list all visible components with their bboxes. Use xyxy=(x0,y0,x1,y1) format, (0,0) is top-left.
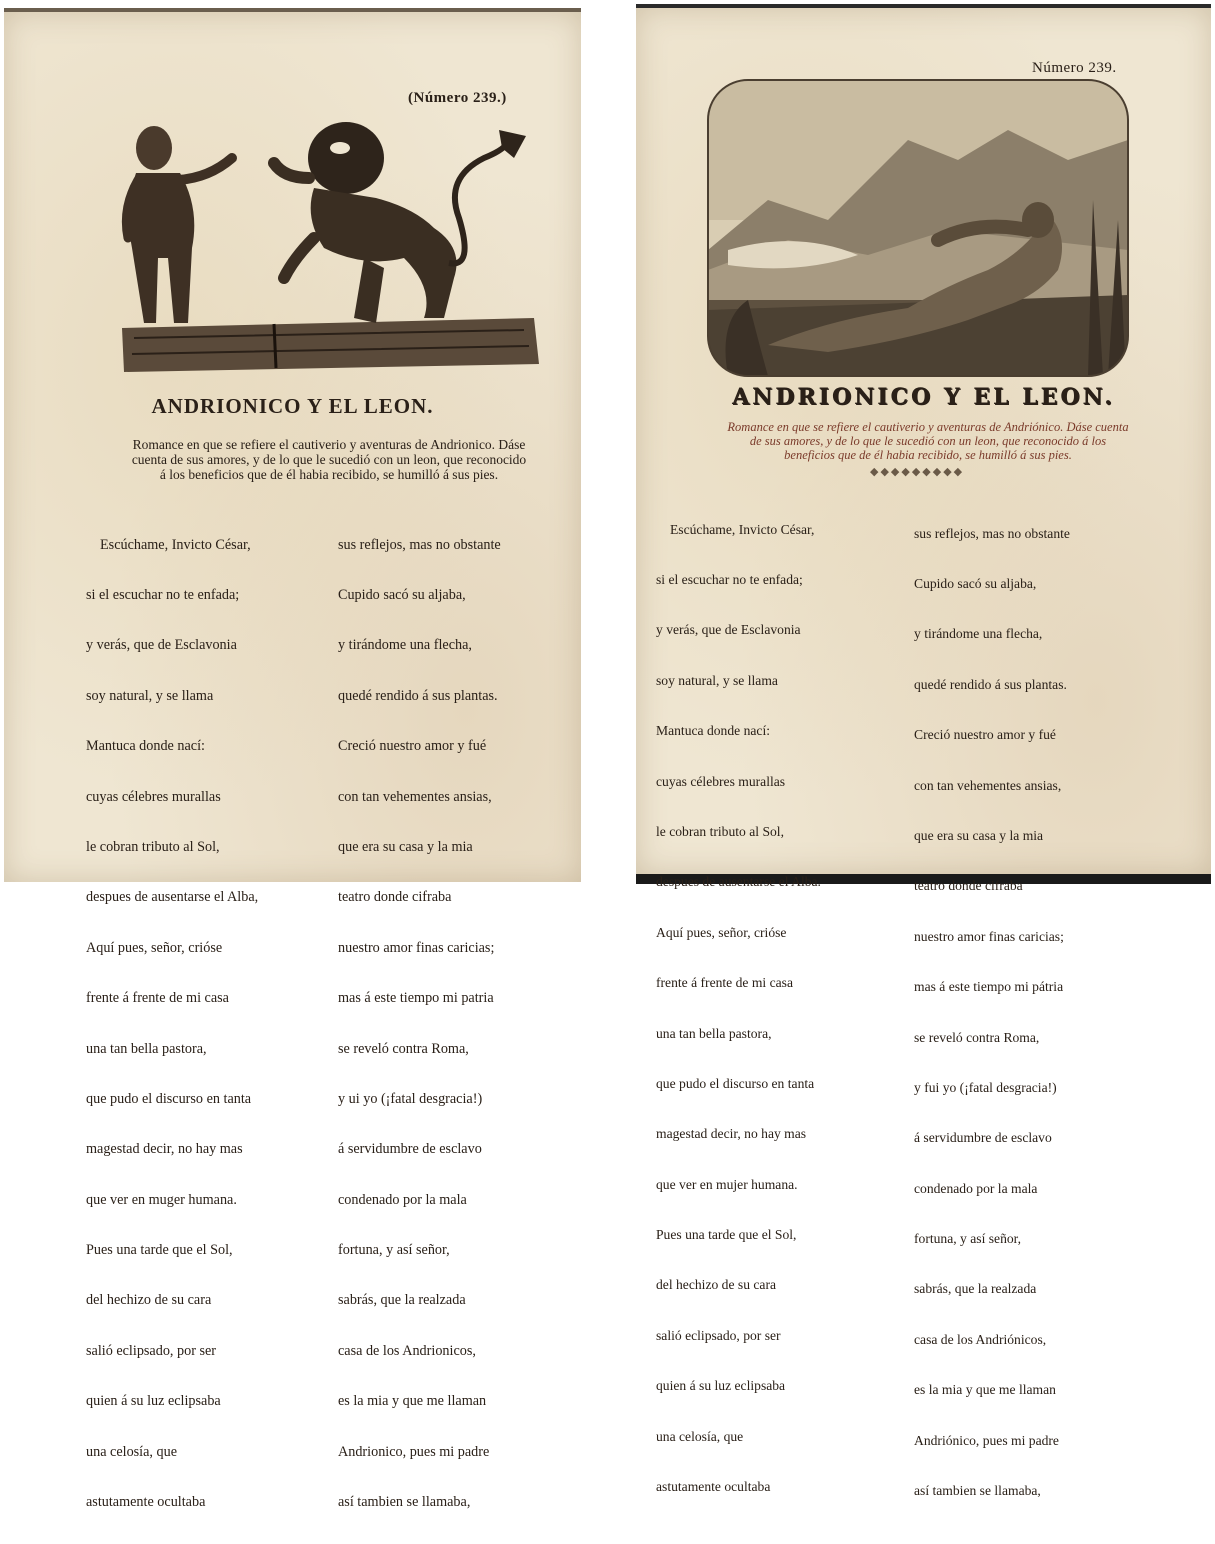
subtitle-line: á los beneficios que de él habia recibido, se humilló á sus pies. xyxy=(159,467,499,482)
woman-and-lion-woodcut xyxy=(114,118,544,376)
verse-column-1 xyxy=(86,503,258,1544)
verse-line: magestad decir, no hay mas xyxy=(656,1126,807,1142)
verse-line: Aquí pues, señor, crióse xyxy=(86,939,223,956)
verse-line: que pudo el discurso en tanta xyxy=(656,1075,815,1091)
verse-line: salió eclipsado, por ser xyxy=(656,1327,781,1343)
verse-line: y tirándome una flecha, xyxy=(338,637,472,654)
verse-line: y ui yo (¡fatal desgracia!) xyxy=(338,1090,483,1107)
ballad-title: ANDRIONICO Y EL LEON. xyxy=(151,394,434,418)
verse-line: una tan bella pastora, xyxy=(86,1040,207,1057)
left-page xyxy=(4,8,581,1511)
verse-line: Cupido sacó su aljaba, xyxy=(914,575,1037,591)
verse-line: con tan vehementes ansias, xyxy=(338,788,492,805)
subtitle-line: beneficios que de él habia recibido, se humilló á sus pies. xyxy=(784,448,1072,462)
verse-line: con tan vehementes ansias, xyxy=(914,777,1062,793)
verse-line: sabrás, que la realzada xyxy=(914,1281,1037,1297)
verse-line: del hechizo de su cara xyxy=(86,1292,212,1309)
verse-line: quedé rendido á sus plantas. xyxy=(338,687,498,704)
verse-line: nuestro amor finas caricias; xyxy=(338,939,495,956)
verse-line: astutamente ocultaba xyxy=(656,1479,771,1495)
ballad-subtitle xyxy=(74,437,584,482)
verse-column-1 xyxy=(656,488,821,1529)
verse-line: Creció nuestro amor y fué xyxy=(914,727,1056,743)
verse-line: frente á frente de mi casa xyxy=(656,975,793,991)
verse-line: que pudo el discurso en tanta xyxy=(86,1090,252,1107)
verse-line: Escúchame, Invicto César, xyxy=(670,521,815,537)
verse-line: y verás, que de Esclavonia xyxy=(86,637,237,654)
verse-line: Pues una tarde que el Sol, xyxy=(656,1227,797,1243)
verse-line: es la mia y que me llaman xyxy=(338,1393,487,1410)
verse-line: teatro donde cifraba xyxy=(338,889,452,906)
verse-line: se reveló contra Roma, xyxy=(914,1029,1040,1045)
ballad-title: ANDRIONICO Y EL LEON. xyxy=(732,384,1115,410)
verse-line: despues de ausentarse el Alba. xyxy=(656,874,821,890)
ballad-subtitle xyxy=(658,420,1198,462)
verse-line: Escúchame, Invicto César, xyxy=(100,536,251,553)
verse-line: nuestro amor finas caricias; xyxy=(914,928,1064,944)
verse-line: condenado por la mala xyxy=(338,1191,467,1208)
verse-line: sus reflejos, mas no obstante xyxy=(338,536,501,553)
verse-line: cuyas célebres murallas xyxy=(656,773,786,789)
subtitle-line: Romance en que se refiere el cautiverio y aventuras de Andrionico. Dáse xyxy=(132,437,526,452)
verse-line: Pues una tarde que el Sol, xyxy=(86,1242,233,1259)
verse-line: á servidumbre de esclavo xyxy=(914,1130,1052,1146)
verse-line: y verás, que de Esclavonia xyxy=(656,622,801,638)
verse-line: una tan bella pastora, xyxy=(656,1025,772,1041)
verse-line: que ver en mujer humana. xyxy=(656,1176,798,1192)
verse-line: así tambien se llamaba, xyxy=(338,1494,471,1511)
verse-line: que ver en muger humana. xyxy=(86,1191,237,1208)
page-number: Número 239. xyxy=(1032,60,1117,76)
verse-line: le cobran tributo al Sol, xyxy=(656,823,784,839)
resting-man-landscape-engraving xyxy=(708,80,1128,376)
verse-line: Aquí pues, señor, crióse xyxy=(656,924,787,940)
verse-line: que era su casa y la mia xyxy=(338,838,473,855)
verse-line: quien á su luz eclipsaba xyxy=(656,1378,786,1394)
verse-line: astutamente ocultaba xyxy=(86,1494,206,1511)
verse-line: salió eclipsado, por ser xyxy=(86,1342,217,1359)
subtitle-line: Romance en que se refiere el cautiverio y aventuras de Andriónico. Dáse cuenta xyxy=(727,420,1129,434)
verse-line: y fui yo (¡fatal desgracia!) xyxy=(914,1079,1057,1095)
verse-line: así tambien se llamaba, xyxy=(914,1483,1041,1499)
subtitle-line: de sus amores, y de lo que le sucedió con un leon, que reconocido á los xyxy=(749,434,1107,448)
verse-line: Creció nuestro amor y fué xyxy=(338,738,487,755)
verse-line: casa de los Andriónicos, xyxy=(914,1331,1047,1347)
subtitle-line: cuenta de sus amores, y de lo que le sucedió con un leon, que reconocido xyxy=(131,452,527,467)
verse-line: se reveló contra Roma, xyxy=(338,1040,469,1057)
verse-line: mas á este tiempo mi pátria xyxy=(914,979,1064,995)
verse-line: mas á este tiempo mi patria xyxy=(338,990,494,1007)
verse-line: una celosía, que xyxy=(86,1443,177,1460)
verse-line: Andrionico, pues mi padre xyxy=(338,1443,490,1460)
verse-line: quedé rendido á sus plantas. xyxy=(914,676,1067,692)
verse-line: si el escuchar no te enfada; xyxy=(86,586,240,603)
verse-line: fortuna, y así señor, xyxy=(338,1242,450,1259)
verse-line: le cobran tributo al Sol, xyxy=(86,838,220,855)
verse-line: frente á frente de mi casa xyxy=(86,990,229,1007)
right-page xyxy=(636,4,1211,1499)
verse-line: quien á su luz eclipsaba xyxy=(86,1393,221,1410)
decorative-rule: ◆◆◆◆◆◆◆◆◆ xyxy=(870,466,965,478)
verse-line: magestad decir, no hay mas xyxy=(86,1141,243,1158)
verse-line: sabrás, que la realzada xyxy=(338,1292,466,1309)
verse-line: Mantuca donde nací: xyxy=(656,723,770,739)
verse-line: si el escuchar no te enfada; xyxy=(656,571,803,587)
verse-line: despues de ausentarse el Alba, xyxy=(86,889,259,906)
verse-line: teatro donde cifraba xyxy=(914,878,1023,894)
verse-line: del hechizo de su cara xyxy=(656,1277,777,1293)
verse-line: Andriónico, pues mi padre xyxy=(914,1432,1059,1448)
verse-line: condenado por la mala xyxy=(914,1180,1038,1196)
verse-line: Mantuca donde nací: xyxy=(86,738,205,755)
verse-line: una celosía, que xyxy=(656,1428,744,1444)
verse-line: fortuna, y así señor, xyxy=(914,1231,1022,1247)
verse-line: soy natural, y se llama xyxy=(86,687,214,704)
verse-line: casa de los Andrionicos, xyxy=(338,1342,476,1359)
verse-line: y tirándome una flecha, xyxy=(914,626,1043,642)
verse-line: que era su casa y la mia xyxy=(914,827,1044,843)
verse-line: soy natural, y se llama xyxy=(656,672,778,688)
verse-column-2 xyxy=(914,492,1070,1533)
verse-line: á servidumbre de esclavo xyxy=(338,1141,482,1158)
verse-line: sus reflejos, mas no obstante xyxy=(914,525,1070,541)
verse-line: Cupido sacó su aljaba, xyxy=(338,586,466,603)
page-number: (Número 239.) xyxy=(408,90,507,106)
verse-column-2 xyxy=(338,503,501,1544)
verse-line: es la mia y que me llaman xyxy=(914,1382,1056,1398)
verse-line: cuyas célebres murallas xyxy=(86,788,221,805)
